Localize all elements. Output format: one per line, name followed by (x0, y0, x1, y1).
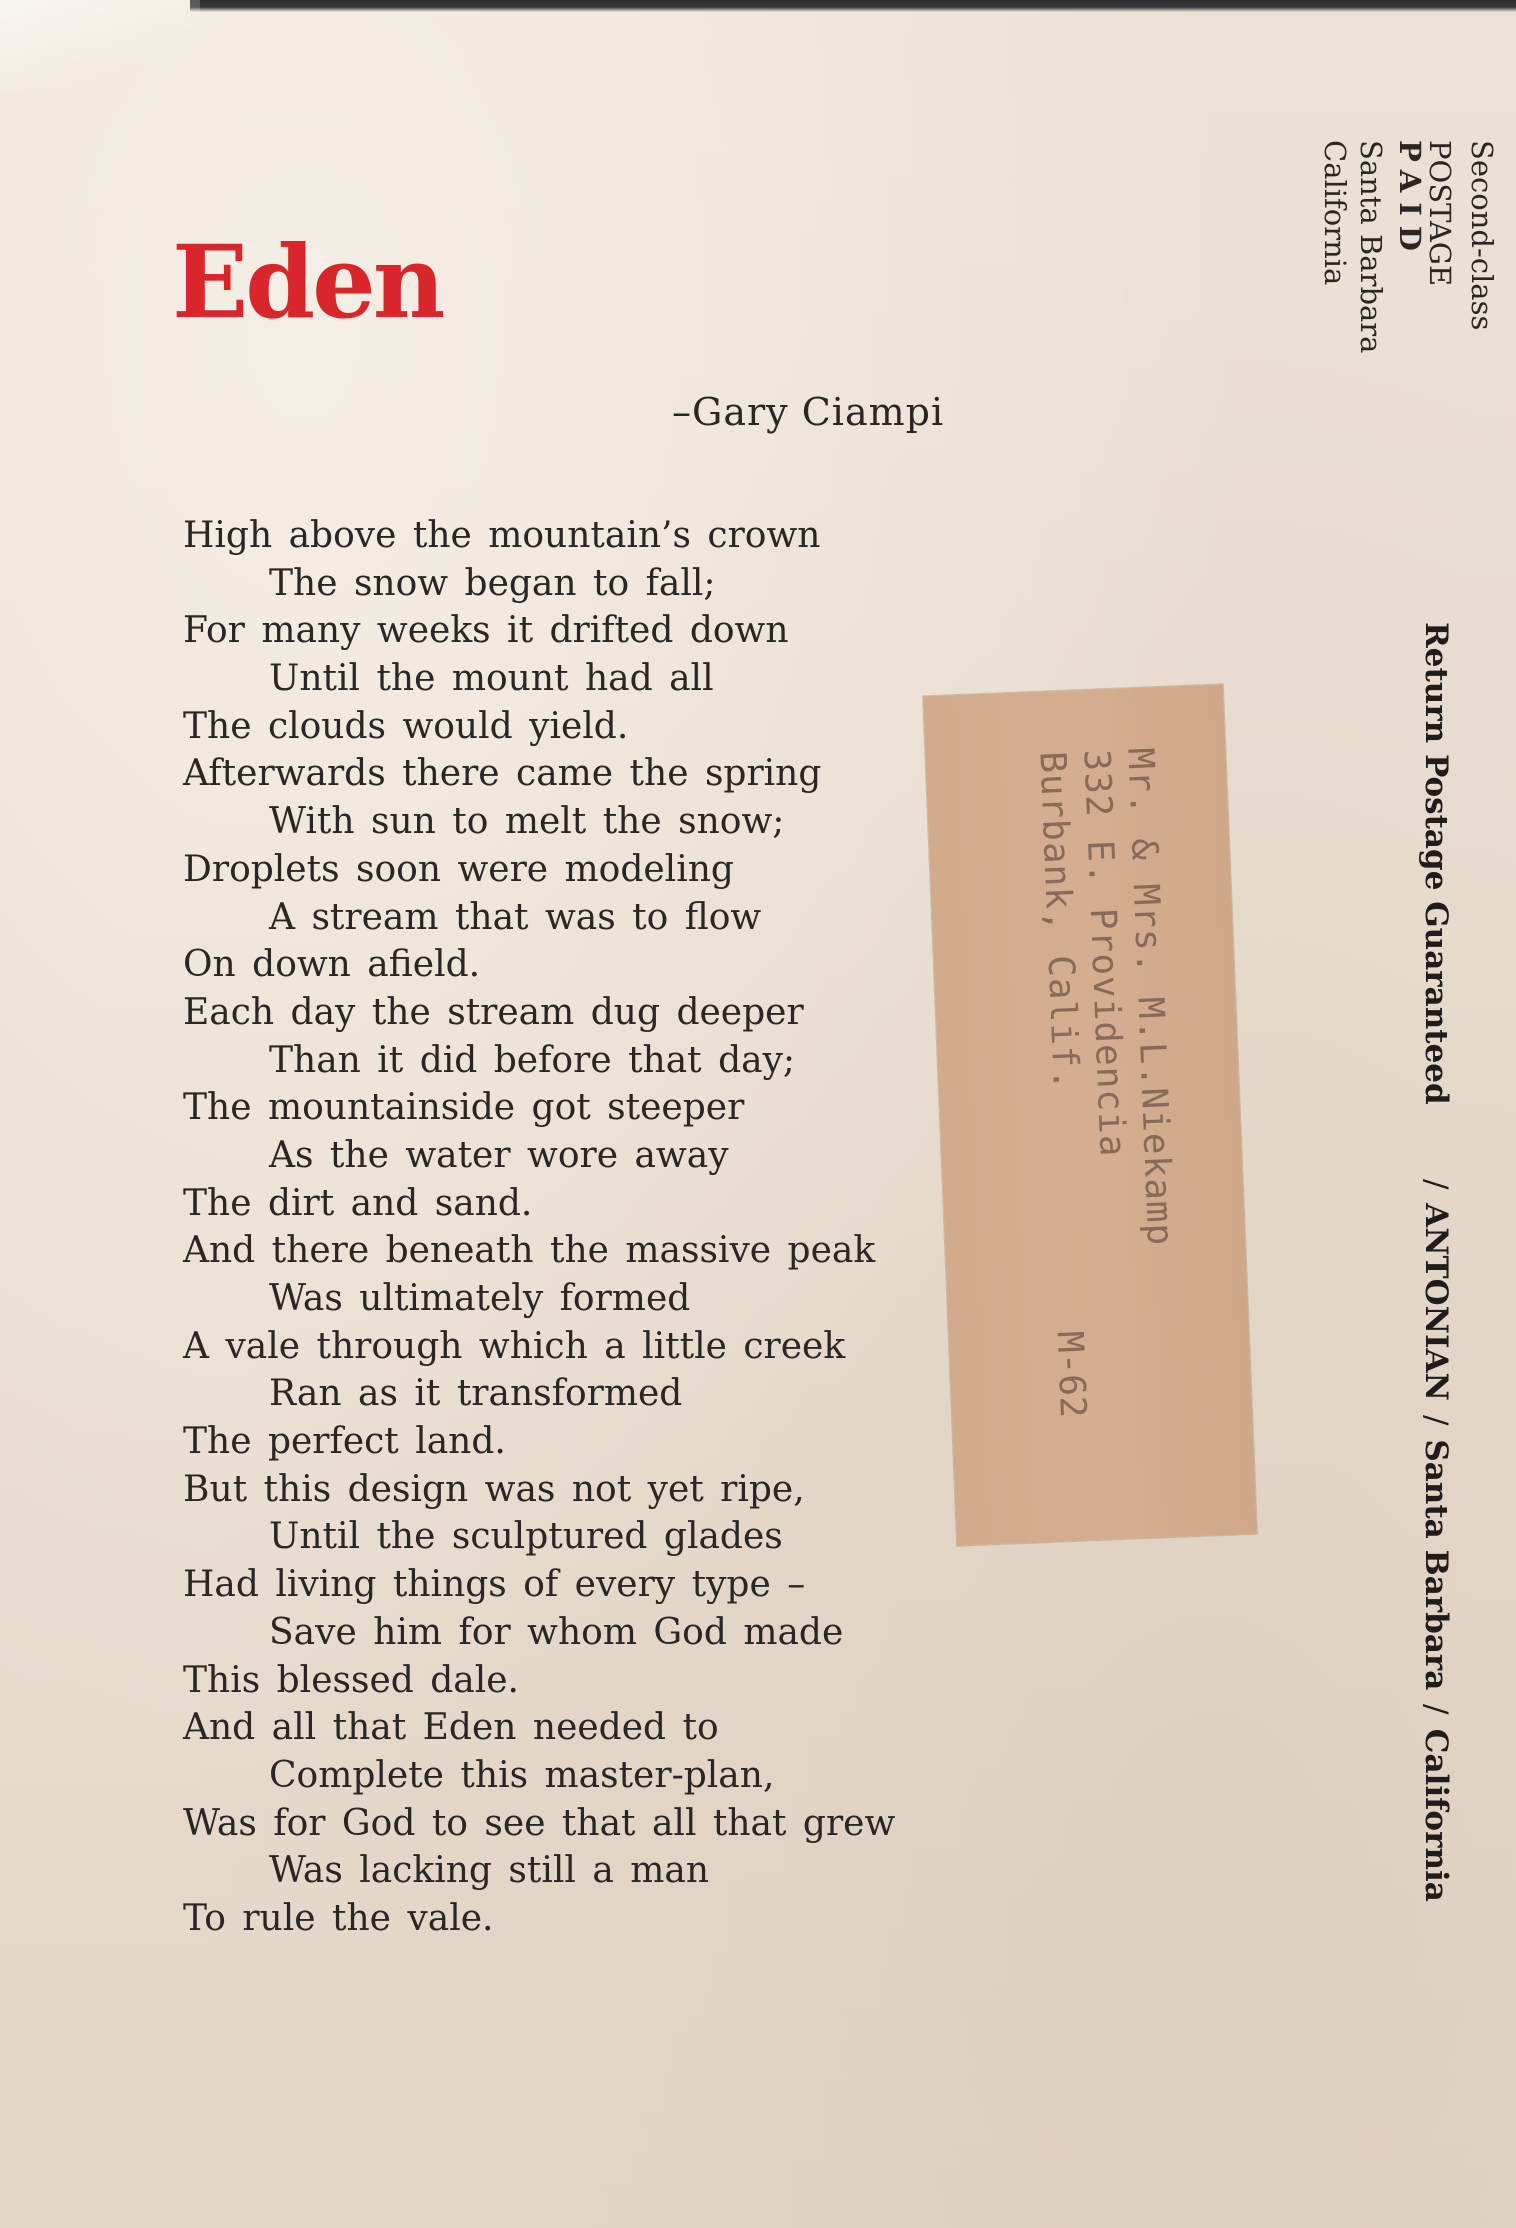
poem-line: High above the mountain’s crown (183, 515, 821, 556)
poem-line: Complete this master-plan, (269, 1754, 775, 1796)
worn-corner (0, 0, 200, 90)
postage-class: Second-class (1465, 140, 1499, 331)
publication-city: Santa Barbara (1418, 1439, 1454, 1691)
poem-line: Than it did before that day; (269, 1039, 796, 1081)
poem-line: Afterwards there came the spring (183, 753, 822, 795)
poem-line: With sun to melt the snow; (269, 801, 785, 843)
postage-city: Santa Barbara (1354, 140, 1388, 354)
poem-line: The mountainside got steeper (183, 1087, 745, 1129)
poem-line: The clouds would yield. (183, 705, 629, 747)
poem-line: And there beneath the massive peak (183, 1230, 876, 1272)
poem-line: The snow began to fall; (269, 562, 716, 604)
separator: / (1418, 1704, 1454, 1715)
poem-line: But this design was not yet ripe, (183, 1468, 805, 1510)
poem-line: This blessed dale. (183, 1659, 520, 1701)
address-code: M-62 (1048, 1330, 1094, 1419)
masthead-line (1418, 622, 1454, 1902)
poem-line: The perfect land. (183, 1421, 506, 1463)
poem-line: Until the mount had all (269, 658, 714, 700)
postage-paid: PAID (1393, 140, 1427, 261)
poem-line: Droplets soon were modeling (183, 848, 734, 890)
publication-state: California (1418, 1728, 1454, 1902)
mailing-address (1029, 747, 1183, 1352)
poem-line: Each day the stream dug deeper (183, 991, 804, 1033)
poem-line: The dirt and sand. (183, 1182, 533, 1224)
poem-line: A vale through which a little creek (183, 1325, 846, 1367)
poem-title: Eden (172, 223, 443, 341)
poem-line: On down afield. (183, 944, 481, 986)
page-top-edge (190, 0, 1516, 12)
poem-body (183, 512, 983, 1943)
poem-line: Ran as it transformed (269, 1373, 683, 1415)
poem-line: Was ultimately formed (269, 1278, 691, 1319)
poem-line: Was for God to see that all that grew (183, 1802, 896, 1844)
publication-name: ANTONIAN (1418, 1203, 1454, 1401)
poem-line: Had living things of every type – (183, 1564, 806, 1606)
poem-line: Was lacking still a man (269, 1850, 710, 1892)
address-street: 332 E. Providencia (1075, 748, 1133, 1159)
poem-line: To rule the vale. (183, 1897, 494, 1939)
poem-line: A stream that was to flow (269, 896, 762, 938)
address-name: Mr. & Mrs. M.L.Niekamp (1119, 746, 1181, 1247)
poem-line: And all that Eden needed to (183, 1707, 719, 1749)
return-postage-notice: Return Postage Guaranteed (1418, 622, 1454, 1105)
postage-state: California (1318, 140, 1352, 286)
poem-line: Until the sculptured glades (269, 1516, 783, 1558)
address-label (923, 684, 1257, 1545)
poem-line: For many weeks it drifted down (183, 610, 789, 652)
separator: / (1418, 1178, 1454, 1190)
poem-line: As the water wore away (269, 1134, 729, 1176)
postage-label: POSTAGE (1423, 140, 1457, 287)
address-city: Burbank, Calif. (1031, 750, 1087, 1092)
poem-author: –Gary Ciampi (672, 390, 945, 434)
separator: / (1418, 1414, 1454, 1426)
poem-line: Save him for whom God made (269, 1611, 844, 1653)
